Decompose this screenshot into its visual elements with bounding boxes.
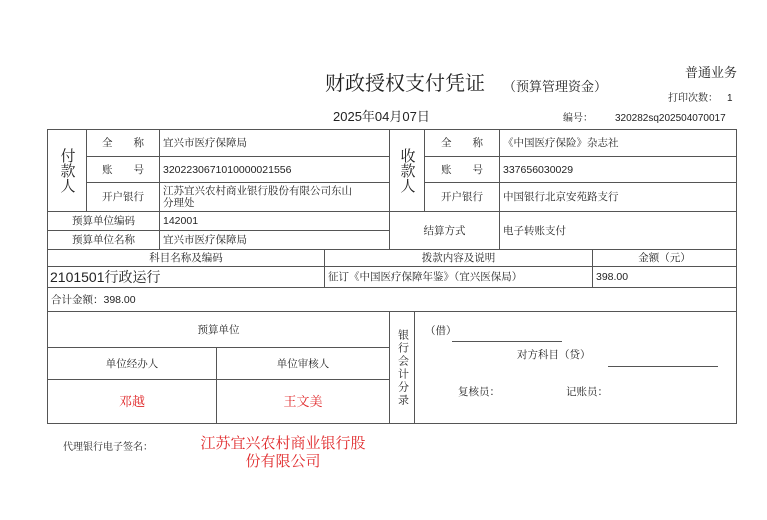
bank-entry-section [390, 312, 415, 424]
budget-name-label: 预算单位名称 [72, 234, 135, 246]
budget-name-label-cell [48, 231, 160, 250]
payee-name: 《中国医疗保险》杂志社 [503, 137, 619, 149]
credit-underline [608, 366, 718, 367]
payer-bank-cell [160, 183, 390, 212]
handler-label-cell [48, 348, 217, 380]
payee-name-label-cell [425, 130, 500, 157]
voucher-subtitle: （预算管理资金） [503, 79, 608, 94]
budget-name: 宜兴市医疗保障局 [163, 234, 247, 246]
payer-name-label: 全 称 [102, 137, 144, 149]
reviewer-label: 单位审核人 [276, 357, 330, 370]
bookkeeper-label: 记账员： [566, 386, 608, 398]
settlement-method: 电子转账支付 [503, 224, 566, 237]
total-amount: 398.00 [103, 293, 136, 306]
debit-label: （借） [425, 325, 457, 337]
budget-unit-stamp-cell [48, 312, 390, 348]
amount-header-cell [593, 250, 737, 267]
business-type: 普通业务 [685, 65, 738, 80]
handler-name-cell [48, 380, 217, 424]
payee-name-cell [500, 130, 737, 157]
reviewer-name-cell [217, 380, 390, 424]
agent-bank-signature-label: 代理银行电子签名： [63, 442, 153, 453]
handler-name: 邓越 [118, 393, 145, 409]
payee-account-label: 账 号 [441, 163, 483, 176]
total-row [48, 288, 737, 312]
budget-name-cell [160, 231, 390, 250]
payer-name-cell [160, 130, 390, 157]
item-amount: 398.00 [596, 271, 629, 283]
voucher-number: 320282sq202504070017 [615, 113, 726, 124]
budget-code-label-cell [48, 212, 160, 231]
settlement-label-cell [390, 212, 500, 250]
description-header: 拨款内容及说明 [421, 252, 496, 264]
payer-account-label: 账 号 [102, 163, 144, 176]
payee-bank-label-cell [425, 183, 500, 212]
payer-account: 3202230671010000021556 [163, 163, 292, 176]
checker-label: 复核员： [458, 386, 500, 398]
subject-header-cell [48, 250, 325, 267]
payee-section-label: 收款人 [398, 148, 416, 193]
budget-code-label: 预算单位编码 [72, 215, 135, 227]
reviewer-name: 王文美 [283, 393, 323, 409]
payer-account-label-cell [87, 157, 160, 183]
settlement-label: 结算方式 [423, 224, 466, 237]
credit-label: 对方科目（贷） [517, 349, 591, 361]
handler-label: 单位经办人 [105, 357, 159, 370]
payer-section [48, 130, 87, 212]
budget-unit-label: 预算单位 [197, 323, 240, 336]
total-label: 合计金额： [51, 293, 104, 306]
payee-section [390, 130, 425, 212]
settlement-method-cell [500, 212, 737, 250]
print-count: 1 [727, 93, 733, 104]
payer-name: 宜兴市医疗保障局 [163, 137, 247, 149]
payee-account: 337656030029 [503, 163, 574, 176]
amount-header: 金额（元） [638, 252, 691, 264]
payer-section-label: 付款人 [58, 148, 76, 193]
voucher-table [47, 129, 737, 424]
payee-account-cell [500, 157, 737, 183]
bank-entry-body [415, 312, 737, 424]
print-count-label: 打印次数： [668, 93, 718, 104]
payer-bank-label-cell [87, 183, 160, 212]
agent-bank-signature: 江苏宜兴农村商业银行股份有限公司 [200, 435, 366, 470]
description-header-cell [325, 250, 593, 267]
budget-code: 142001 [163, 215, 199, 227]
voucher-number-label: 编号： [563, 113, 593, 124]
payee-name-label: 全 称 [441, 137, 483, 149]
payee-bank-cell [500, 183, 737, 212]
table-row-description-cell [325, 267, 593, 288]
voucher-date: 2025年04月07日 [333, 109, 430, 124]
item-subject: 2101501行政运行 [50, 269, 161, 285]
payee-bank-label: 开户银行 [441, 191, 483, 203]
budget-code-cell [160, 212, 390, 231]
payer-bank-label: 开户银行 [102, 191, 144, 203]
subject-header: 科目名称及编码 [149, 252, 223, 264]
payee-bank: 中国银行北京安苑路支行 [503, 191, 619, 203]
payer-account-cell [160, 157, 390, 183]
payer-bank: 江苏宜兴农村商业银行股份有限公司东山分理处 [163, 185, 352, 209]
payer-name-label-cell [87, 130, 160, 157]
debit-underline [452, 341, 562, 342]
item-description: 征订《中国医疗保障年鉴》（宜兴医保局） [328, 271, 523, 283]
bank-entry-label: 银行会计分录 [396, 328, 409, 407]
reviewer-label-cell [217, 348, 390, 380]
voucher-title: 财政授权支付凭证 [325, 73, 485, 95]
table-row-subject-cell [48, 267, 325, 288]
table-row-amount-cell [593, 267, 737, 288]
payee-account-label-cell [425, 157, 500, 183]
